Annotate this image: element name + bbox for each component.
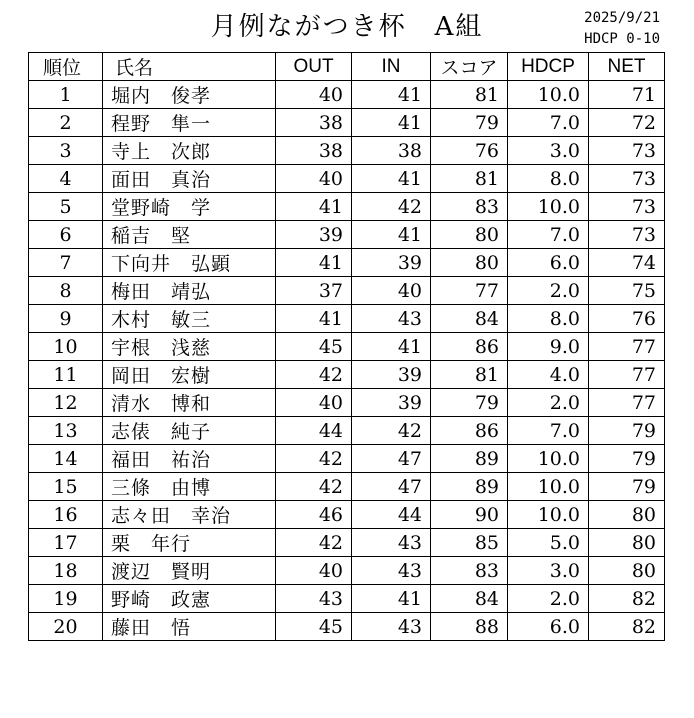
cell-score: 81 xyxy=(431,165,508,193)
cell-score: 90 xyxy=(431,501,508,529)
cell-out: 41 xyxy=(276,249,352,277)
cell-score: 81 xyxy=(431,81,508,109)
cell-net: 79 xyxy=(589,445,665,473)
cell-net: 77 xyxy=(589,333,665,361)
cell-net: 71 xyxy=(589,81,665,109)
cell-rank: 9 xyxy=(29,305,103,333)
cell-in: 41 xyxy=(352,165,431,193)
cell-name: 福田 祐治 xyxy=(103,445,276,473)
cell-hdcp: 10.0 xyxy=(508,501,589,529)
cell-name: 稲吉 堅 xyxy=(103,221,276,249)
cell-in: 47 xyxy=(352,473,431,501)
cell-name: 栗 年行 xyxy=(103,529,276,557)
cell-hdcp: 8.0 xyxy=(508,305,589,333)
cell-in: 40 xyxy=(352,277,431,305)
cell-out: 41 xyxy=(276,305,352,333)
cell-out: 42 xyxy=(276,361,352,389)
cell-name: 渡辺 賢明 xyxy=(103,557,276,585)
cell-rank: 16 xyxy=(29,501,103,529)
cell-name: 寺上 次郎 xyxy=(103,137,276,165)
cell-net: 72 xyxy=(589,109,665,137)
results-table xyxy=(28,52,665,641)
header-score: スコア xyxy=(431,53,508,81)
cell-hdcp: 2.0 xyxy=(508,585,589,613)
cell-name: 野崎 政憲 xyxy=(103,585,276,613)
cell-out: 44 xyxy=(276,417,352,445)
cell-in: 41 xyxy=(352,333,431,361)
cell-name: 藤田 悟 xyxy=(103,613,276,641)
cell-net: 80 xyxy=(589,529,665,557)
event-date: 2025/9/21 xyxy=(584,10,660,26)
cell-in: 44 xyxy=(352,501,431,529)
table-body xyxy=(29,81,665,641)
cell-score: 79 xyxy=(431,109,508,137)
cell-score: 77 xyxy=(431,277,508,305)
cell-rank: 12 xyxy=(29,389,103,417)
cell-name: 梅田 靖弘 xyxy=(103,277,276,305)
cell-in: 39 xyxy=(352,389,431,417)
hdcp-range: HDCP 0-10 xyxy=(584,31,660,47)
cell-hdcp: 6.0 xyxy=(508,613,589,641)
cell-out: 42 xyxy=(276,529,352,557)
cell-rank: 14 xyxy=(29,445,103,473)
table-row xyxy=(29,81,665,109)
cell-rank: 8 xyxy=(29,277,103,305)
cell-net: 73 xyxy=(589,193,665,221)
cell-rank: 5 xyxy=(29,193,103,221)
cell-out: 42 xyxy=(276,473,352,501)
cell-net: 79 xyxy=(589,417,665,445)
cell-hdcp: 3.0 xyxy=(508,557,589,585)
cell-name: 三條 由博 xyxy=(103,473,276,501)
cell-rank: 13 xyxy=(29,417,103,445)
cell-hdcp: 2.0 xyxy=(508,277,589,305)
table-row xyxy=(29,501,665,529)
cell-score: 89 xyxy=(431,445,508,473)
table-row xyxy=(29,305,665,333)
table-row xyxy=(29,473,665,501)
cell-net: 76 xyxy=(589,305,665,333)
table-row xyxy=(29,529,665,557)
cell-out: 37 xyxy=(276,277,352,305)
cell-out: 40 xyxy=(276,389,352,417)
table-row xyxy=(29,333,665,361)
cell-out: 42 xyxy=(276,445,352,473)
cell-name: 木村 敏三 xyxy=(103,305,276,333)
cell-rank: 1 xyxy=(29,81,103,109)
cell-rank: 18 xyxy=(29,557,103,585)
cell-name: 志々田 幸治 xyxy=(103,501,276,529)
cell-out: 38 xyxy=(276,137,352,165)
cell-name: 堀内 俊孝 xyxy=(103,81,276,109)
cell-in: 43 xyxy=(352,557,431,585)
cell-in: 41 xyxy=(352,109,431,137)
cell-out: 39 xyxy=(276,221,352,249)
cell-in: 38 xyxy=(352,137,431,165)
cell-out: 43 xyxy=(276,585,352,613)
cell-in: 43 xyxy=(352,305,431,333)
cell-hdcp: 6.0 xyxy=(508,249,589,277)
cell-hdcp: 7.0 xyxy=(508,109,589,137)
cell-hdcp: 10.0 xyxy=(508,445,589,473)
cell-score: 85 xyxy=(431,529,508,557)
cell-name: 下向井 弘顕 xyxy=(103,249,276,277)
cell-out: 41 xyxy=(276,193,352,221)
cell-net: 82 xyxy=(589,613,665,641)
cell-rank: 17 xyxy=(29,529,103,557)
cell-name: 程野 隼一 xyxy=(103,109,276,137)
cell-rank: 3 xyxy=(29,137,103,165)
header-net: NET xyxy=(589,53,665,81)
cell-net: 77 xyxy=(589,389,665,417)
header-out: OUT xyxy=(276,53,352,81)
cell-in: 41 xyxy=(352,81,431,109)
cell-in: 42 xyxy=(352,417,431,445)
cell-rank: 2 xyxy=(29,109,103,137)
page-title: 月例ながつき杯 A組 xyxy=(210,12,484,42)
cell-score: 86 xyxy=(431,417,508,445)
table-row xyxy=(29,389,665,417)
cell-in: 43 xyxy=(352,529,431,557)
cell-score: 81 xyxy=(431,361,508,389)
cell-hdcp: 10.0 xyxy=(508,81,589,109)
table-row xyxy=(29,165,665,193)
cell-name: 堂野崎 学 xyxy=(103,193,276,221)
cell-hdcp: 7.0 xyxy=(508,417,589,445)
cell-net: 73 xyxy=(589,165,665,193)
cell-hdcp: 4.0 xyxy=(508,361,589,389)
table-row xyxy=(29,221,665,249)
cell-net: 77 xyxy=(589,361,665,389)
cell-hdcp: 10.0 xyxy=(508,473,589,501)
table-header-row xyxy=(29,53,665,81)
cell-net: 79 xyxy=(589,473,665,501)
header-hdcp: HDCP xyxy=(508,53,589,81)
cell-rank: 19 xyxy=(29,585,103,613)
cell-out: 46 xyxy=(276,501,352,529)
cell-net: 80 xyxy=(589,501,665,529)
table-row xyxy=(29,585,665,613)
cell-score: 80 xyxy=(431,221,508,249)
cell-score: 84 xyxy=(431,585,508,613)
table-row xyxy=(29,193,665,221)
cell-in: 41 xyxy=(352,585,431,613)
cell-hdcp: 10.0 xyxy=(508,193,589,221)
cell-out: 40 xyxy=(276,81,352,109)
table-row xyxy=(29,557,665,585)
cell-in: 47 xyxy=(352,445,431,473)
cell-name: 清水 博和 xyxy=(103,389,276,417)
cell-rank: 6 xyxy=(29,221,103,249)
cell-score: 83 xyxy=(431,193,508,221)
cell-net: 75 xyxy=(589,277,665,305)
cell-in: 42 xyxy=(352,193,431,221)
cell-rank: 10 xyxy=(29,333,103,361)
cell-rank: 4 xyxy=(29,165,103,193)
cell-out: 45 xyxy=(276,613,352,641)
table-row xyxy=(29,613,665,641)
cell-net: 74 xyxy=(589,249,665,277)
cell-rank: 20 xyxy=(29,613,103,641)
table-row xyxy=(29,277,665,305)
cell-hdcp: 5.0 xyxy=(508,529,589,557)
cell-out: 38 xyxy=(276,109,352,137)
cell-in: 43 xyxy=(352,613,431,641)
table-row xyxy=(29,109,665,137)
cell-hdcp: 3.0 xyxy=(508,137,589,165)
cell-hdcp: 8.0 xyxy=(508,165,589,193)
cell-name: 岡田 宏樹 xyxy=(103,361,276,389)
cell-in: 39 xyxy=(352,249,431,277)
cell-score: 86 xyxy=(431,333,508,361)
cell-net: 82 xyxy=(589,585,665,613)
cell-rank: 7 xyxy=(29,249,103,277)
cell-name: 宇根 浅慈 xyxy=(103,333,276,361)
cell-hdcp: 7.0 xyxy=(508,221,589,249)
table-row xyxy=(29,137,665,165)
header-meta xyxy=(584,8,660,50)
cell-hdcp: 2.0 xyxy=(508,389,589,417)
table-row xyxy=(29,445,665,473)
table-row xyxy=(29,249,665,277)
cell-net: 80 xyxy=(589,557,665,585)
cell-score: 88 xyxy=(431,613,508,641)
header-rank: 順位 xyxy=(29,53,103,81)
header-name: 氏名 xyxy=(103,53,276,81)
cell-name: 面田 真治 xyxy=(103,165,276,193)
cell-score: 76 xyxy=(431,137,508,165)
cell-name: 志俵 純子 xyxy=(103,417,276,445)
cell-net: 73 xyxy=(589,137,665,165)
cell-in: 39 xyxy=(352,361,431,389)
cell-score: 83 xyxy=(431,557,508,585)
cell-score: 80 xyxy=(431,249,508,277)
cell-score: 89 xyxy=(431,473,508,501)
cell-rank: 11 xyxy=(29,361,103,389)
table-row xyxy=(29,361,665,389)
cell-out: 40 xyxy=(276,557,352,585)
cell-hdcp: 9.0 xyxy=(508,333,589,361)
cell-score: 84 xyxy=(431,305,508,333)
table-row xyxy=(29,417,665,445)
cell-score: 79 xyxy=(431,389,508,417)
cell-rank: 15 xyxy=(29,473,103,501)
cell-out: 40 xyxy=(276,165,352,193)
cell-net: 73 xyxy=(589,221,665,249)
header-in: IN xyxy=(352,53,431,81)
cell-in: 41 xyxy=(352,221,431,249)
cell-out: 45 xyxy=(276,333,352,361)
